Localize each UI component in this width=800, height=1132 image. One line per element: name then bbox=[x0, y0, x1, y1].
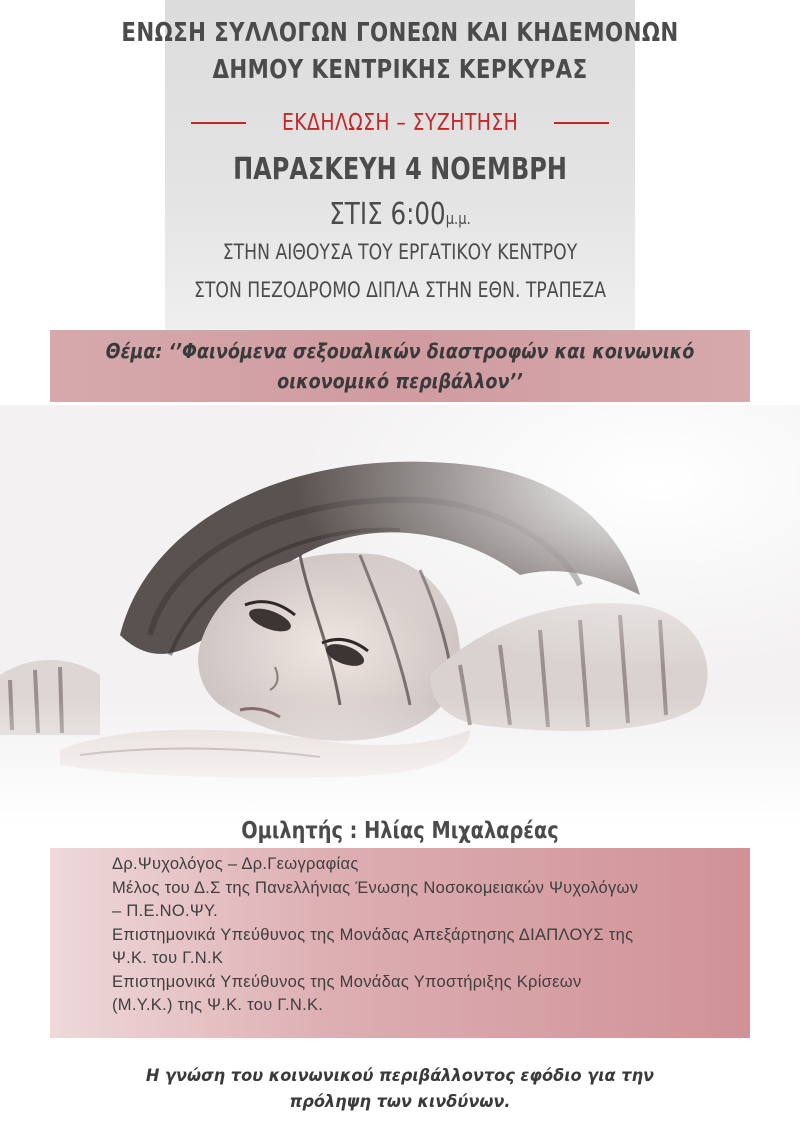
topic-line1: Θέμα: ‘’Φαινόμενα σεξουαλικών διαστροφών και κοινωνικό bbox=[105, 339, 695, 363]
event-date: ΠΑΡΑΣΚΕΥΗ 4 ΝΟΕΜΒΡΗ bbox=[233, 152, 567, 187]
closing-statement bbox=[20, 1063, 780, 1115]
event-time-suffix: μ.μ. bbox=[445, 209, 471, 228]
organization-name-line1: ΕΝΩΣΗ ΣΥΛΛΟΓΩΝ ΓΟΝΕΩΝ ΚΑΙ ΚΗΔΕΜΟΝΩΝ bbox=[121, 18, 679, 48]
sad-child-illustration bbox=[0, 405, 800, 825]
left-red-rule bbox=[191, 122, 246, 124]
speaker-bio bbox=[112, 853, 752, 1018]
topic bbox=[92, 336, 708, 396]
event-type: ΕΚΔΗΛΩΣΗ – ΣΥΖΗΤΗΣΗ bbox=[281, 110, 519, 136]
bio-line: Επιστημονικά Υπεύθυνος της Μονάδας Υποστήριξης Κρίσεων bbox=[112, 972, 582, 991]
organization-name-line2: ΔΗΜΟΥ ΚΕΝΤΡΙΚΗΣ ΚΕΡΚΥΡΑΣ bbox=[212, 55, 588, 85]
bio-line: Επιστημονικά Υπεύθυνος της Μονάδας Απεξάρτησης ΔΙΑΠΛΟΥΣ της bbox=[112, 925, 634, 944]
bio-line: – Π.Ε.ΝΟ.ΨΥ. bbox=[112, 902, 219, 920]
venue-line1: ΣΤΗΝ ΑΙΘΟΥΣΑ ΤΟΥ ΕΡΓΑΤΙΚΟΥ ΚΕΝΤΡΟΥ bbox=[222, 240, 578, 264]
closing-line2: πρόληψη των κινδύνων. bbox=[289, 1092, 511, 1112]
bio-line: (Μ.Υ.Κ.) της Ψ.Κ. του Γ.Ν.Κ. bbox=[112, 996, 324, 1014]
event-time-value: ΣΤΙΣ 6:00 bbox=[329, 197, 446, 232]
event-time bbox=[72, 197, 728, 232]
bio-line: Μέλος του Δ.Σ της Πανελλήνιας Ένωσης Νοσοκομειακών Ψυχολόγων bbox=[112, 878, 639, 897]
topic-line2: οικονομικό περιβάλλον’’ bbox=[277, 369, 523, 393]
bio-line: Ψ.Κ. του Γ.Ν.Κ bbox=[112, 949, 224, 967]
right-red-rule bbox=[554, 122, 609, 124]
closing-line1: Η γνώση του κοινωνικού περιβάλλοντος εφόδιο για την bbox=[145, 1066, 655, 1086]
event-type-row bbox=[0, 110, 800, 136]
venue-line2: ΣΤΟΝ ΠΕΖΟΔΡΟΜΟ ΔΙΠΛΑ ΣΤΗΝ ΕΘΝ. ΤΡΑΠΕΖΑ bbox=[194, 278, 606, 302]
bio-line: Δρ.Ψυχολόγος – Δρ.Γεωγραφίας bbox=[112, 855, 359, 873]
speaker-title: Ομιλητής : Ηλίας Μιχαλαρέας bbox=[241, 818, 559, 844]
